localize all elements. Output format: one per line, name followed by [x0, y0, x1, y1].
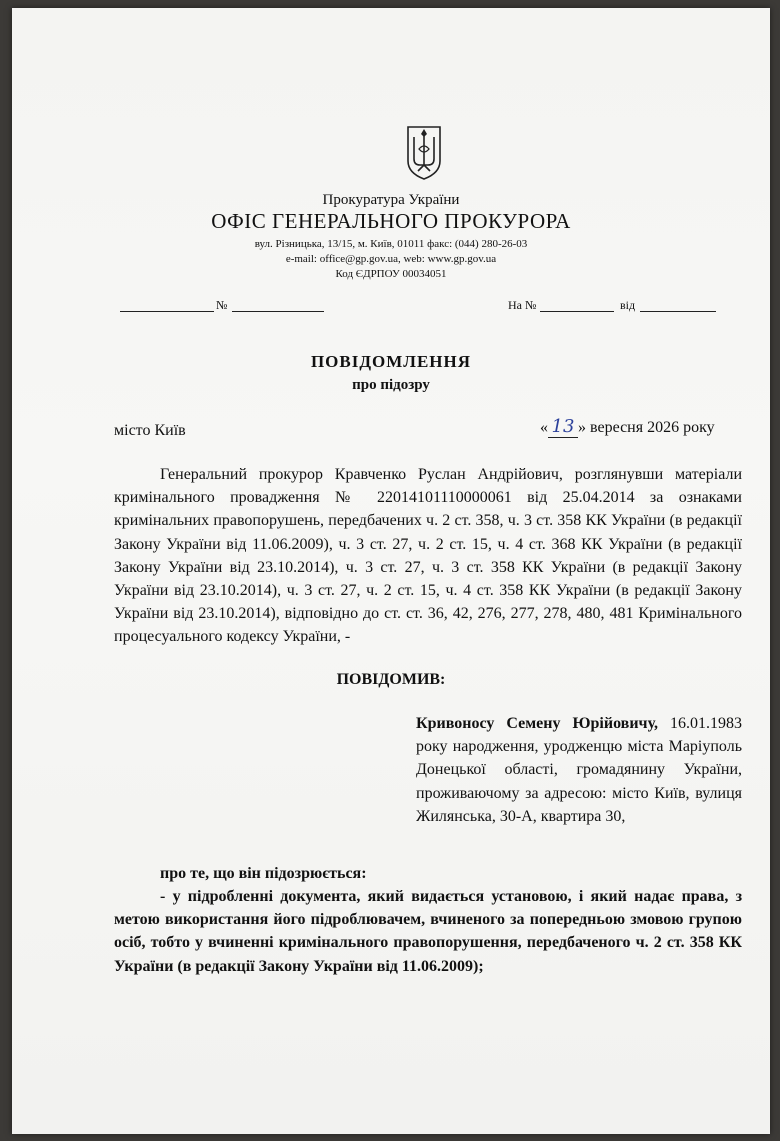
- office-address: вул. Різницька, 13/15, м. Київ, 01011 факс: (044) 280-26-03: [254, 238, 528, 250]
- trident-emblem-icon: [404, 125, 444, 181]
- person-details: 16.01.1983 року народження, уродженцю міста Маріуполь Донецької області, громадянину України, проживаючому за адресою: місто Київ, вулиця Жилянська, 30-А, квартира 30,: [416, 715, 743, 825]
- reply-number-line: [540, 311, 614, 312]
- reply-date-label: від: [620, 298, 636, 312]
- suspicion-text: - у підробленні документа, який видається установою, і який надає права, з метою використання його підроблювачем, вчиненого за попередньою змовою групою осіб, тобто у вчиненні кримінального правопорушення, передбаченого ч. 2 ст. 358 КК України (в редакції Закону України від 11.06.2009);: [114, 888, 742, 975]
- city-label: місто Київ: [114, 422, 186, 439]
- org-name: Прокуратура України: [322, 192, 460, 208]
- date-close-quote: »: [578, 419, 586, 436]
- person-block: [416, 712, 742, 828]
- document-title: ПОВІДОМЛЕННЯ: [310, 352, 472, 371]
- date-day-handwritten: 13: [551, 416, 575, 437]
- date-open-quote: «: [540, 419, 548, 436]
- suspicion-intro: [160, 862, 367, 885]
- date-month-year: вересня 2026 року: [590, 419, 715, 436]
- office-contacts: e-mail: office@gp.gov.ua, web: www.gp.gov.ua: [285, 253, 497, 265]
- number-sign: №: [216, 298, 228, 312]
- office-name: ОФІС ГЕНЕРАЛЬНОГО ПРОКУРОРА: [211, 209, 571, 233]
- reply-date-line: [640, 311, 716, 312]
- document-date: [540, 416, 715, 439]
- notified-heading: ПОВІДОМИВ:: [336, 671, 446, 688]
- outgoing-date-line: [120, 311, 214, 312]
- intro-paragraph: Генеральний прокурор Кравченко Руслан Андрійович, розглянувши матеріали кримінального провадження № 22014101110000061 від 25.04.2014 за ознаками кримінальних правопорушень, передбачених ч. 2 ст. 358, ч. 3 ст. 358 КК України (в редакції Закону України від 11.06.2009), ч. 3 ст. 27, ч. 2 ст. 15, ч. 4 ст. 368 КК України (в редакції Закону України від 23.10.2014), ч. 3 ст. 27, ч. 3 ст. 358 КК України (в редакції Закону України від 23.10.2014), ч. 3 ст. 27, ч. 2 ст. 15, ч. 4 ст. 358 КК України (в редакції Закону України від 23.10.2014), відповідно до ст. ст. 36, 42, 276, 277, 278, 480, 481 Кримінального процесуального кодексу України, -: [114, 466, 742, 646]
- outgoing-number-line: [232, 311, 324, 312]
- reply-to-label: На №: [508, 298, 537, 312]
- document-subtitle: про підозру: [352, 377, 430, 393]
- document-page: [12, 8, 770, 1134]
- office-code: Код ЄДРПОУ 00034051: [335, 268, 447, 280]
- suspicion-intro-text: про те, що він підозрюється:: [160, 865, 367, 882]
- person-name: Кривоносу Семену Юрійовичу,: [416, 715, 658, 732]
